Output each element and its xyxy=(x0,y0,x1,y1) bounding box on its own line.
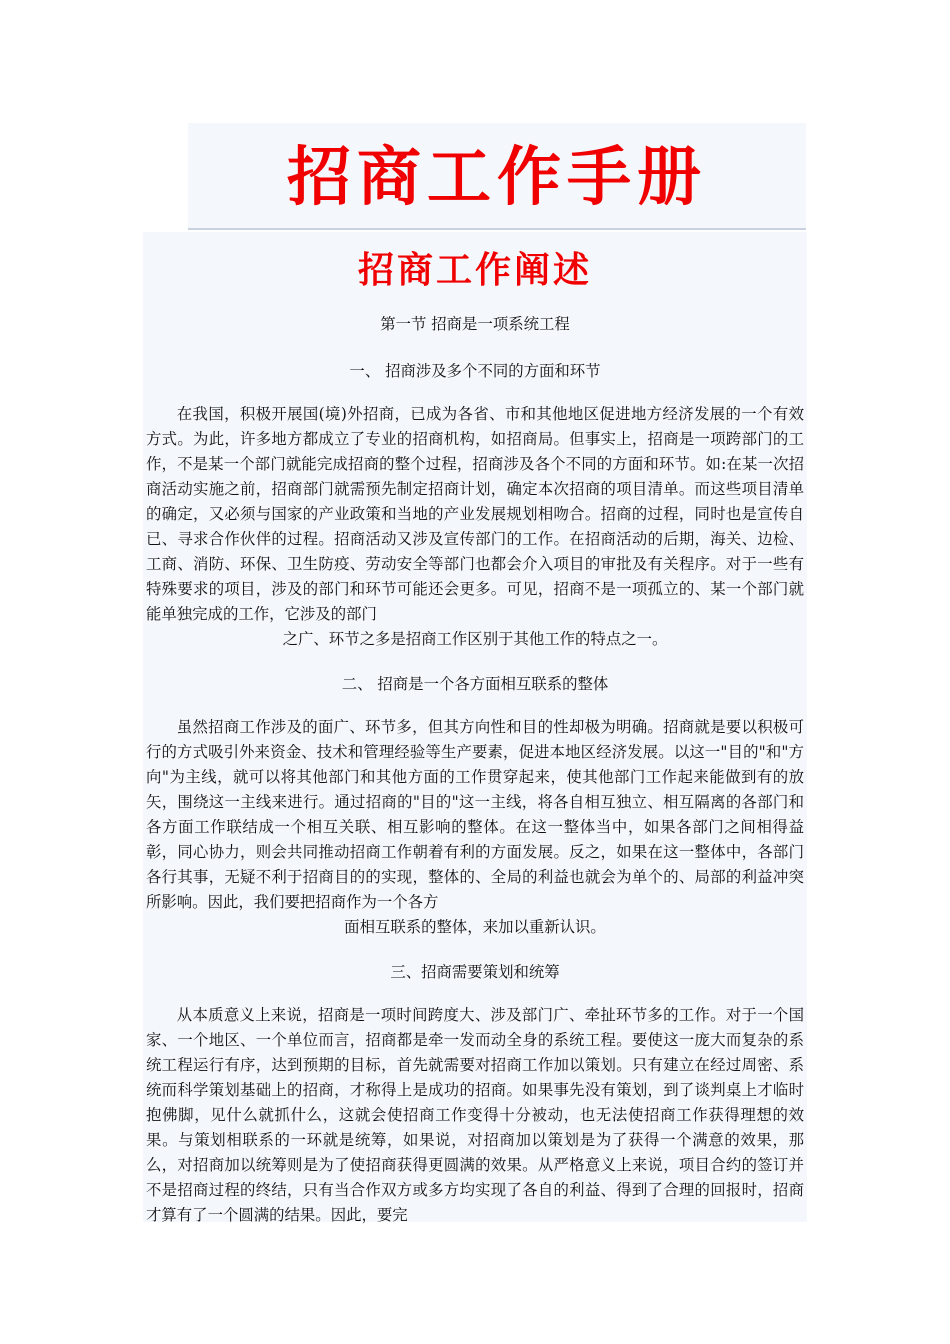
part-2-last-line: 面相互联系的整体，来加以重新认识。 xyxy=(344,918,606,936)
document-body xyxy=(146,308,804,1228)
part-1-paragraph xyxy=(146,402,804,652)
part-1-last-line: 之广、环节之多是招商工作区别于其他工作的特点之一。 xyxy=(282,630,668,648)
part-3-text: 从本质意义上来说，招商是一项时间跨度大、涉及部门广、牵扯环节多的工作。对于一个国家、一个地区、一个单位而言，招商都是牵一发而动全身的系统工程。要使这一庞大而复杂的系统工程运行有序，达到预期的目标，首先就需要对招商工作加以策划。只有建立在经过周密、系统而科学策划基础上的招商，才称得上是成功的招商。如果事先没有策划，到了谈判桌上才临时抱佛脚，见什么就抓什么，这就会使招商工作变得十分被动，也无法使招商工作获得理想的效果。与策划相联系的一环就是统筹，如果说，对招商加以策划是为了获得一个满意的效果，那么，对招商加以统筹则是为了使招商获得更圆满的效果。从严格意义上来说，项目合约的签订并不是招商过程的终结，只有当合作双方或多方均实现了各自的利益、得到了合理的回报时，招商才算有了一个圆满的结果。因此，要完 xyxy=(146,1006,804,1224)
part-3-heading: 三、招商需要策划和统筹 xyxy=(390,963,560,981)
document-main-title: 招商工作手册 xyxy=(287,141,707,215)
part-1-text: 在我国，积极开展国(境)外招商，已成为各省、市和其他地区促进地方经济发展的一个有效方式。为此，许多地方都成立了专业的招商机构，如招商局。但事实上，招商是一项跨部门的工作，不是某一个部门就能完成招商的整个过程，招商涉及各个不同的方面和环节。如:在某一次招商活动实施之前，招商部门就需预先制定招商计划，确定本次招商的项目清单。而这些项目清单的确定，又必须与国家的产业政策和当地的产业发展规划相吻合。招商的过程，同时也是宣传自已、寻求合作伙伴的过程。招商活动又涉及宣传部门的工作。在招商活动的后期，海关、边检、工商、消防、环保、卫生防疫、劳动安全等部门也都会介入项目的审批及有关程序。对于一些有特殊要求的项目，涉及的部门和环节可能还会更多。可见，招商不是一项孤立的、某一个部门就能单独完成的工作，它涉及的部门 xyxy=(146,405,804,623)
part-1-heading: 一、 招商涉及多个不同的方面和环节 xyxy=(349,362,601,380)
part-3-paragraph xyxy=(146,1003,804,1228)
section-title: 招商工作阐述 xyxy=(357,250,592,291)
chapter-heading: 第一节 招商是一项系统工程 xyxy=(380,315,570,333)
part-2-paragraph xyxy=(146,715,804,940)
part-2-heading: 二、 招商是一个各方面相互联系的整体 xyxy=(341,675,609,693)
part-2-text: 虽然招商工作涉及的面广、环节多，但其方向性和目的性却极为明确。招商就是要以积极可行的方式吸引外来资金、技术和管理经验等生产要素，促进本地区经济发展。以这一"目的"和"方向"为主线，就可以将其他部门和其他方面的工作贯穿起来，使其他部门工作起来能做到有的放矢，围绕这一主线来进行。通过招商的"目的"这一主线，将各自相互独立、相互隔离的各部门和各方面工作联结成一个相互关联、相互影响的整体。在这一整体当中，如果各部门之间相得益彰，同心协力，则会共同推动招商工作朝着有利的方面发展。反之，如果在这一整体中，各部门各行其事，无疑不利于招商目的的实现，整体的、全局的利益也就会为单个的、局部的利益冲突所影响。因此，我们要把招商作为一个各方 xyxy=(146,718,804,911)
